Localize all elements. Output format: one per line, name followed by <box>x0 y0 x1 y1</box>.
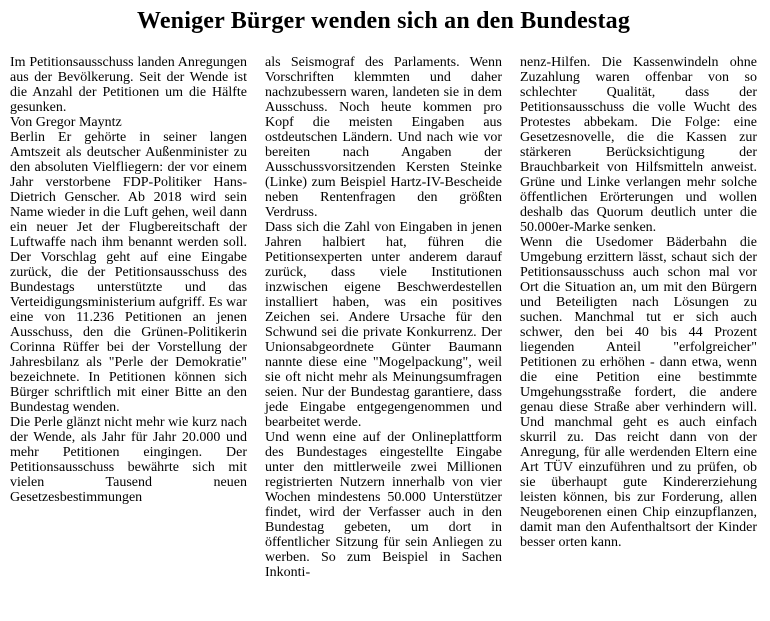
article-paragraph: Dass sich die Zahl von Eingaben in jenen Jahren halbiert hat, führen die Petitionsexperten unter anderem darauf zurück, dass viele Institutionen inzwischen eigene Beschwerdestellen installiert haben, was ein positives Zeichen sei. Andere Ursache für den Schwund sei die private Konkurrenz. Der Unionsabgeordnete Günter Baumann nannte diese eine "Mogelpackung", weil sie oft nicht mehr als Meinungsumfragen seien. Nur der Bundestag garantiere, dass jede Eingabe entgegengenommen und bearbeitet werde. <box>265 220 502 430</box>
article-paragraph: Und wenn eine auf der Onlineplattform des Bundestages eingestellte Eingabe unter den mittlerweile zwei Millionen registrierten Nutzern innerhalb von vier Wochen mindestens 50.000 Unterstützer findet, wird der Verfasser auch in den Bundestag gebeten, um dort in öffentlicher Sitzung für sein Anliegen zu werben. So zum Beispiel in Sachen Inkonti- <box>265 430 502 580</box>
article-paragraph: Wenn die Usedomer Bäderbahn die Umgebung erzittern lässt, schaut sich der Petitionsausschuss auch schon mal vor Ort die Situation an, um mit den Bürgern und Beteiligten nach Lösungen zu suchen. Manchmal tut er sich auch schwer, den bei 40 bis 44 Prozent liegenden Anteil "erfolgreicher" Petitionen zu erhöhen - dann etwa, wenn die eine Petition eine bestimmte Umgehungsstraße fordert, die andere genau diese Straße aber verhindern will. Und manchmal geht es auch einfach skurril zu. Das reicht dann von der Anregung, für alle werdenden Eltern eine Art TÜV einzuführen und zu prüfen, ob sie überhaupt gute Kindererziehung leisten können, bis zur Forderung, allen Neugeborenen einen Chip einzupflanzen, damit man den Aufenthaltsort der Kinder besser orten kann. <box>520 235 757 550</box>
article-byline: Von Gregor Mayntz <box>10 115 122 130</box>
article-lead: Im Petitionsausschuss landen Anregungen aus der Bevölkerung. Seit der Wende ist die Anzahl der Petitionen um die Hälfte gesunken. <box>10 55 247 115</box>
article-columns <box>10 55 757 580</box>
article-paragraph: Die Perle glänzt nicht mehr wie kurz nach der Wende, als Jahr für Jahr 20.000 und mehr Petitionen eingingen. Der Petitionsausschuss bewährte sich mit vielen Tausend neuen Gesetzesbestimmungen <box>10 415 247 505</box>
article-paragraph: Berlin Er gehörte in seiner langen Amtszeit als deutscher Außenminister zu den absoluten Vielfliegern: der vor einem Jahr verstorbene FDP-Politiker Hans-Dietrich Genscher. Ab 2018 wird sein Name wieder in die Luft gehen, weil dann ein neuer Jet der Flugbereitschaft der Luftwaffe nach ihm benannt werden soll. Der Vorschlag geht auf eine Eingabe zurück, die der Petitionsausschuss des Bundestags unterstützte und das Verteidigungsministerium aufgriff. Es war eine von 11.236 Petitionen an jenen Ausschuss, den die Grünen-Politikerin Corinna Rüffer bei der Vorstellung der Jahresbilanz als "Perle der Demokratie" bezeichnete. In Petitionen können sich Bürger schriftlich mit einer Bitte an den Bundestag wenden. <box>10 130 247 415</box>
article-column-3 <box>520 55 757 580</box>
article-paragraph: nenz-Hilfen. Die Kassenwindeln ohne Zuzahlung waren offenbar von so schlechter Qualität, dass der Petitionsausschuss die volle Wucht des Protestes abbekam. Die Folge: eine Gesetzesnovelle, die die Kassen zur stärkeren Berücksichtigung der Brauchbarkeit von Hilfsmitteln anweist. Grüne und Linke verlangen mehr solche öffentlichen Erörterungen und wollen deshalb das Quorum deutlich unter die 50.000er-Marke senken. <box>520 55 757 235</box>
article-column-1 <box>10 55 247 580</box>
article-title: Weniger Bürger wenden sich an den Bundestag <box>136 8 631 34</box>
article-paragraph: als Seismograf des Parlaments. Wenn Vorschriften klemmten und daher nachzubessern waren, landeten sie in dem Ausschuss. Noch heute kommen pro Kopf die meisten Eingaben aus ostdeutschen Ländern. Und nach wie vor bereiten nach Angaben der Ausschussvorsitzenden Kersten Steinke (Linke) zum Beispiel Hartz-IV-Bescheide neben Rentenfragen den größten Verdruss. <box>265 55 502 220</box>
article-column-2 <box>265 55 502 580</box>
